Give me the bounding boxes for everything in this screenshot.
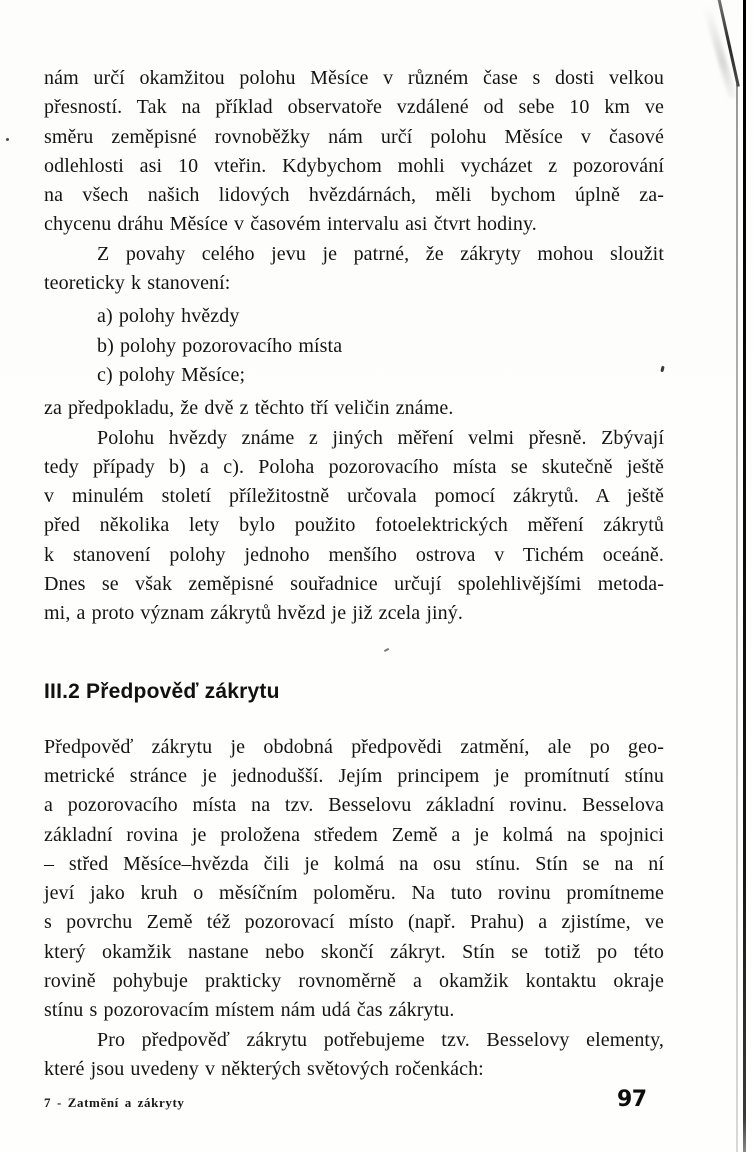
text-line: Z povahy celého jevu je patrné, že zákryty mohou sloužit bbox=[97, 242, 664, 265]
text-line: základní rovina je proložena středem Země a je kolmá na spojnici bbox=[44, 823, 664, 846]
text-line: rovině pohybuje prakticky rovnoměrně a okamžik kontaktu okraje bbox=[44, 970, 664, 993]
paragraph-history bbox=[44, 424, 664, 629]
text-line: chycenu dráhu Měsíce v časovém intervalu asi čtvrt hodiny. bbox=[44, 213, 537, 236]
text-line: jeví jako kruh o měsíčním poloměru. Na tuto rovinu promítneme bbox=[44, 882, 664, 905]
paragraph-bessel-elements bbox=[44, 1026, 664, 1085]
text-line: a pozorovacího místa na tzv. Besselovu základní rovinu. Besselova bbox=[44, 794, 664, 817]
paragraph-intro bbox=[44, 64, 664, 240]
text-column bbox=[44, 64, 664, 1084]
text-line: Pro předpověď zákrytu potřebujeme tzv. Besselovy elementy, bbox=[97, 1028, 664, 1051]
text-line: s povrchu Země též pozorovací místo (např. Prahu) a zjistíme, ve bbox=[44, 911, 664, 934]
paragraph-purpose bbox=[44, 240, 664, 299]
text-line: a) polohy hvězdy bbox=[97, 305, 240, 328]
section-heading: III.2 Předpověď zákrytu bbox=[44, 679, 280, 703]
paragraph-method bbox=[44, 733, 664, 1026]
text-line: v minulém století příležitostně určovala pomocí zákrytů. A ještě bbox=[44, 485, 664, 508]
text-line: mi, a proto význam zákrytů hvězd je již zcela jiný. bbox=[44, 602, 463, 625]
text-line: c) polohy Měsíce; bbox=[97, 363, 246, 386]
text-line: b) polohy pozorovacího místa bbox=[97, 334, 343, 357]
ink-speck-artifact bbox=[6, 138, 9, 141]
text-line: před několika lety bylo použito fotoelektrických měření zákrytů bbox=[44, 514, 664, 537]
text-line: nám určí okamžitou polohu Měsíce v různém čase s dosti velkou bbox=[44, 67, 664, 89]
page-edge-light-line-artifact bbox=[736, 84, 738, 1152]
text-line: za předpokladu, že dvě z těchto tří veličin známe. bbox=[44, 397, 454, 420]
text-line: tedy případy b) a c). Poloha pozorovacího místa se skutečně ještě bbox=[44, 455, 664, 478]
footer-signature: 7 - Zatmění a zákryty bbox=[44, 1095, 185, 1110]
text-line: na všech našich lidových hvězdárnách, měli bychom úplně za- bbox=[44, 184, 664, 207]
text-line: odlehlosti asi 10 vteřin. Kdybychom mohli vycházet z pozorování bbox=[44, 154, 664, 177]
paragraph-condition bbox=[44, 394, 664, 423]
text-line: který okamžik nastane nebo skončí zákryt. Stín se totiž po této bbox=[44, 940, 664, 963]
text-line: k stanovení polohy jednoho menšího ostrova v Tichém oceáně. bbox=[44, 543, 664, 566]
text-line: Dnes se však zeměpisné souřadnice určují spolehlivějšími metoda- bbox=[44, 573, 664, 596]
page-edge-line-artifact bbox=[743, 0, 746, 1152]
text-line: Polohu hvězdy známe z jiných měření velmi přesně. Zbývají bbox=[97, 426, 664, 449]
text-line: – střed Měsíce–hvězda čili je kolmá na osu stínu. Stín se na ní bbox=[44, 852, 664, 875]
text-line: které jsou uvedeny v některých světových ročenkách: bbox=[44, 1057, 484, 1080]
text-line: Předpověď zákrytu je obdobná předpovědi zatmění, ale po geo- bbox=[44, 735, 664, 758]
text-line: metrické stránce je jednodušší. Jejím principem je promítnutí stínu bbox=[44, 764, 664, 787]
text-line: přesností. Tak na příklad observatoře vzdálené od sebe 10 km ve bbox=[44, 96, 664, 119]
ink-speck-artifact bbox=[660, 366, 664, 373]
text-line: směru zeměpisné rovnoběžky nám určí polohu Měsíce v časové bbox=[44, 125, 664, 148]
page-number: 97 bbox=[617, 1087, 647, 1112]
text-line: teoreticky k stanovení: bbox=[44, 272, 231, 295]
text-line: stínu s pozorovacím místem nám udá čas zákrytu. bbox=[44, 999, 455, 1022]
list-occultation-uses bbox=[44, 302, 664, 390]
